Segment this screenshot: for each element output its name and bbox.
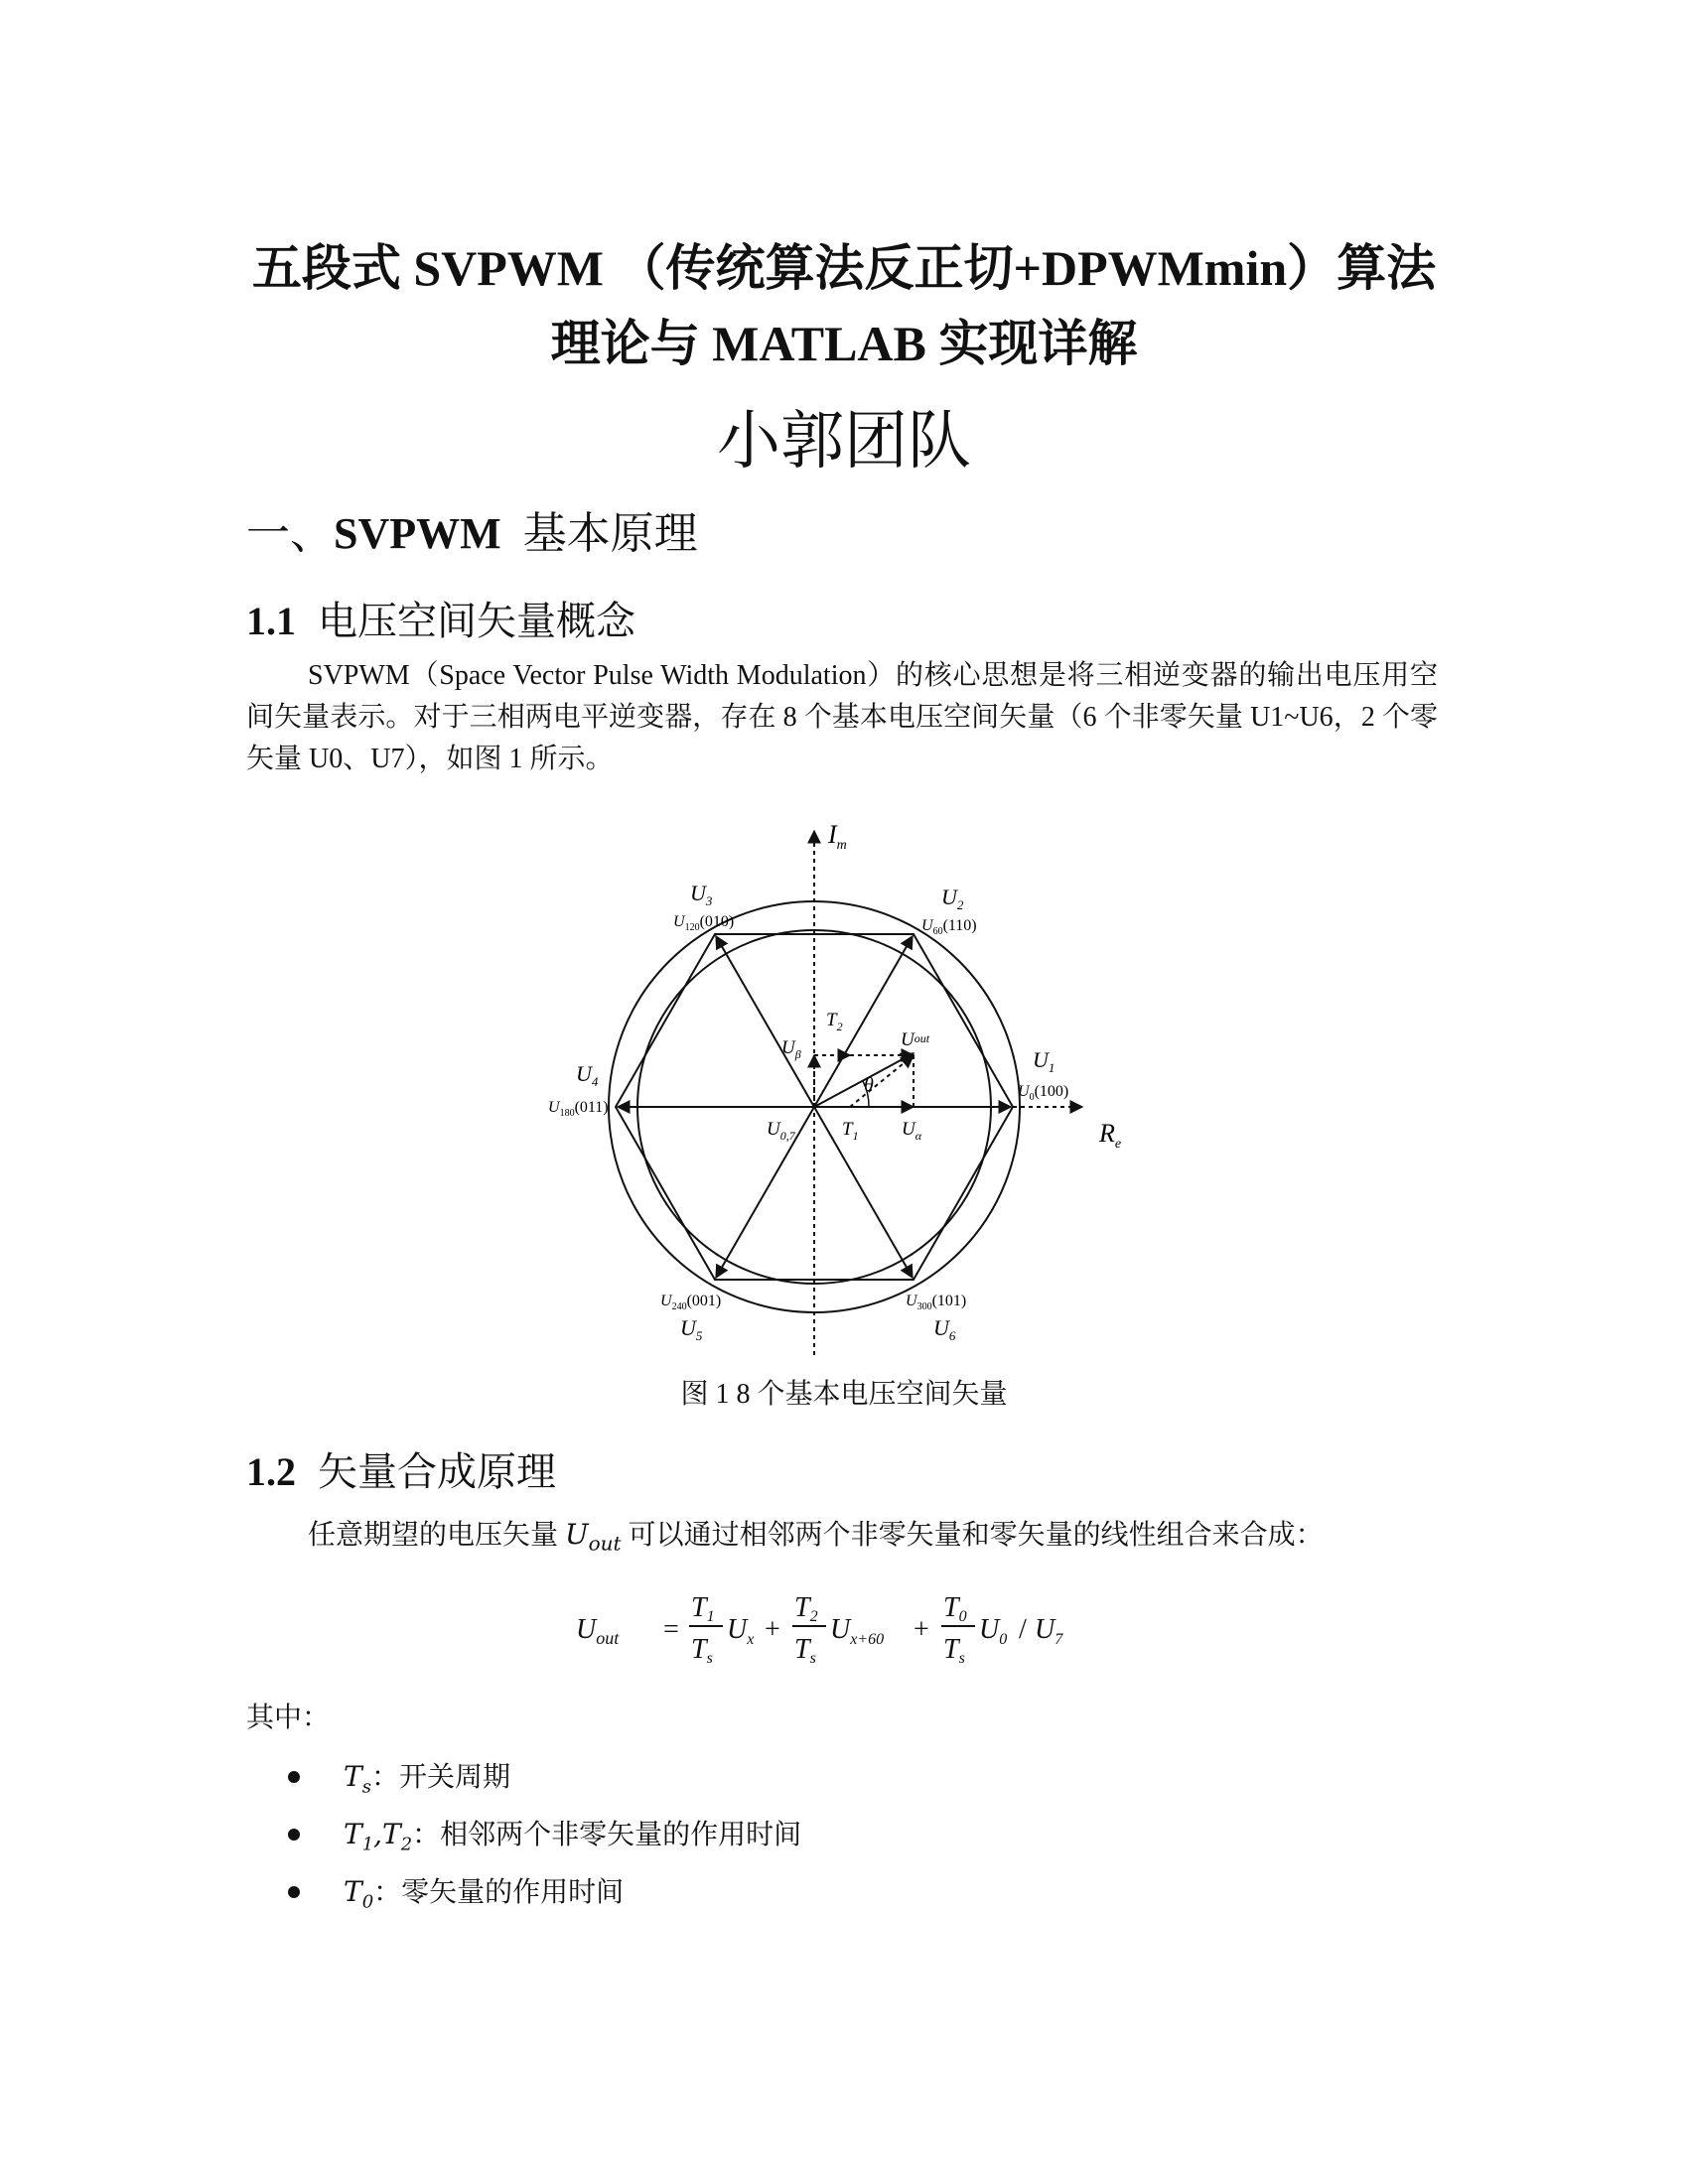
list-item: $T_1,T_2$：相邻两个非零矢量的作用时间 xyxy=(288,1815,801,1872)
label-u6-state: $U_{300}(101)$ xyxy=(906,1293,967,1312)
formula-lhs: $U_{out}$ xyxy=(576,1614,620,1648)
label-uout: Uout xyxy=(901,1029,930,1050)
synthesis-formula xyxy=(576,1588,1112,1668)
list-item: $T_0$：零矢量的作用时间 xyxy=(288,1872,801,1930)
label-ualpha: $U_\alpha$ xyxy=(902,1119,922,1143)
formula-ux60: $U_{x+60}$ xyxy=(830,1614,885,1648)
uout-inline-symbol: $U_{out}$ xyxy=(565,1518,622,1556)
label-ubeta: $U_\beta$ xyxy=(781,1037,801,1061)
where-label: 其中： xyxy=(246,1703,331,1733)
vector-u5 xyxy=(716,1107,814,1278)
list-item: $T_s$：开关周期 xyxy=(288,1757,801,1815)
section-1-latin: SVPWM xyxy=(334,509,501,558)
bullet-icon xyxy=(288,1829,300,1841)
formula-ts-3: Ts xyxy=(943,1634,965,1667)
formula-u0: $U_0$ xyxy=(979,1614,1008,1648)
formula-eq: = xyxy=(663,1614,679,1645)
label-u1-state: $U_0(100)$ xyxy=(1018,1083,1069,1103)
formula-plus-2: + xyxy=(914,1614,929,1645)
author-name: 小郭团队 xyxy=(717,406,971,477)
bullet-icon xyxy=(288,1886,300,1898)
formula-t1: T1 xyxy=(691,1592,715,1625)
figure-1-caption: 图 1 8 个基本电压空间矢量 xyxy=(680,1379,1008,1410)
formula-slash: / xyxy=(1019,1614,1027,1645)
formula-plus-1: + xyxy=(765,1614,780,1645)
section-1-1-number: 1.1 xyxy=(246,599,296,643)
label-u2: $U_2$ xyxy=(941,885,964,912)
label-u3: $U_3$ xyxy=(690,881,713,908)
vector-u3 xyxy=(716,936,814,1107)
section-1-2-number: 1.2 xyxy=(246,1449,296,1494)
label-u2-state: $U_{60}(110)$ xyxy=(921,917,977,937)
label-u4-state: $U_{180}(011)$ xyxy=(548,1099,609,1119)
section-1-prefix: 一、 xyxy=(246,509,334,558)
vector-u6 xyxy=(814,1107,913,1278)
section-1-heading xyxy=(246,504,698,564)
section-1-cjk: 基本原理 xyxy=(522,509,698,558)
label-t2: $T_2$ xyxy=(826,1010,843,1033)
formula-u7: $U_7$ xyxy=(1035,1614,1063,1648)
label-theta: θ xyxy=(864,1074,874,1096)
document-title xyxy=(228,230,1460,381)
section-1-2-paragraph: 任意期望的电压矢量 $U_{out}$ 可以通过相邻两个非零矢量和零矢量的线性组合来合成： xyxy=(308,1518,1324,1556)
label-u1: $U_1$ xyxy=(1033,1047,1055,1075)
definition-list xyxy=(288,1757,801,1930)
formula-t0: T0 xyxy=(943,1592,967,1625)
formula-ts-1: Ts xyxy=(691,1634,713,1667)
space-vector-diagram xyxy=(536,819,1152,1355)
label-u4: $U_4$ xyxy=(576,1061,599,1089)
label-t1: $T_1$ xyxy=(842,1119,859,1143)
section-1-1-heading xyxy=(246,594,635,649)
title-line-2: 理论与 MATLAB 实现详解 xyxy=(550,316,1138,371)
section-1-1-title: 电压空间矢量概念 xyxy=(318,599,635,643)
section-1-2-heading xyxy=(246,1444,556,1500)
formula-ux: $U_x$ xyxy=(727,1614,755,1648)
title-line-1: 五段式 SVPWM （传统算法反正切+DPWMmin）算法 xyxy=(251,240,1437,296)
label-u3-state: $U_{120}(010)$ xyxy=(673,913,735,933)
projection-t1 xyxy=(850,1055,914,1107)
label-im: $I_m$ xyxy=(828,820,847,853)
label-u5-state: $U_{240}(001)$ xyxy=(660,1293,722,1312)
label-u6: $U_6$ xyxy=(933,1315,956,1343)
label-re: $R_e$ xyxy=(1099,1119,1122,1152)
label-u07: $U_{0,7}$ xyxy=(767,1119,795,1143)
formula-ts-2: Ts xyxy=(794,1634,816,1667)
bullet-icon xyxy=(288,1771,300,1783)
label-u5: $U_5$ xyxy=(680,1315,703,1343)
section-1-2-title: 矢量合成原理 xyxy=(318,1449,556,1494)
formula-t2: T2 xyxy=(794,1592,818,1625)
section-1-1-paragraph: SVPWM（Space Vector Pulse Width Modulation）的核心思想是将三相逆变器的输出电压用空间矢量表示。对于三相两电平逆变器，存在 8 个基本电压空间矢量（6 个非零矢量 U1~U6，2 个零矢量 U0、U7），如图 1 所示。 xyxy=(246,660,1438,774)
